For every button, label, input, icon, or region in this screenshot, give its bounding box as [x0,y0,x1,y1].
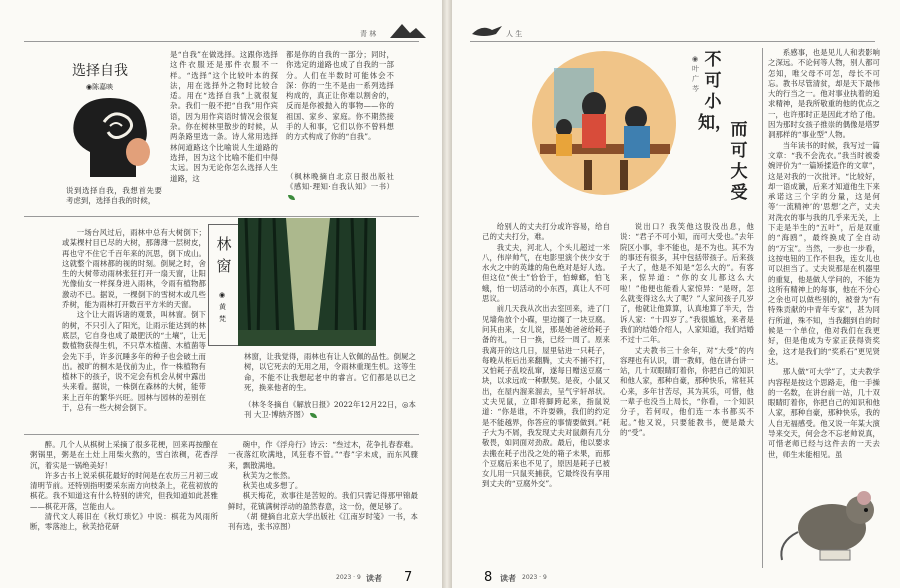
right-page-number: 8 [484,570,493,585]
essay2-column-1: 一场台风过后，雨林中总有大树倒下；或某棵村目已尽的大树，那薄薄一层树皮，再也守不住它千百年来的沉思，倒下成山。这就整个雨林都的视的时刻。倒屍之时，舍生的大树带动雨林张狂打开一扇天窗，让阳光像仙女一样探身进入雨林，令雨有植物都激动不已。据说，一棵倒下的雪树木或几些乔树，能为雨林打开数百平方米的天窗。 这个让大雨诉诸的观景，叫林窗。倒下的树，不只引入了阳光，让雨示能达到的林底层，它自身也成了最肥沃的“土壤”，让无数植物获得生机，不只草木植菌、木植菌等会先下手，许多沉睡多年的种子也会破土而出。被旷的桐木是伐前为止，作一株植物有植林下的孩子，说不定会有机会从树中露出头来看。据说，一株倒在森林的大树，能带来上百年的繁华兴旺。园林与园林的差别在于，总有一些大树会倒下。 [62,228,206,413]
right-magazine: 读者 [500,574,516,583]
essay3-column-2: 碗中，作《浮舟行》诗云：“叁过木，花争扎春春难。一夜落红吹满地，风狂春不管。”“春”字未成，而东风骤来，飘散满地。 秋芙为之怅然。 秋芙也成多想了。 棋天梅花，欢事往是苦短的。我们只需记得那甲锦最鲜时，花镇满树浮动的盈然春意，这一份，便足够了。 （胡 健摘自北京大学出版社《江南岁时笺》一书，本刊有选，张书凉图） [228,440,418,532]
essay-divider-2 [24,434,419,435]
right-header-section: 人 生 [506,30,523,38]
essay2-title: 林 窗 [216,235,232,275]
column-rule [762,48,763,568]
right-header-rule [470,41,875,42]
essay3-column-1: 醉。几个人从棋树上采摘了很多花梗，回来再按酿在粥锅里，粥是在土灶上用柴火熬的，雪白浓稠，花香浮沉，着实是一锅绝美好！ 许多古书上说采棋花最好的时间是在农历三月初三或清明节前。还特别指明要采东南方向枝条上，花苞初放的棋花。我不知道这有什么特别的讲究，但我知道如此甚雅——棋花开落，岂能由人。 清代文人蒋旧在《秋灯琐忆》中说：棋花为风雨所断，零落池上，秋芙拾花研 [30,440,218,532]
left-issue: 2023 · 9 [336,574,361,581]
article-column-c: 说出口？我笑他这股没出息，他说：“君子不可小知，而可大受也。”去年院区小事，非不能也，是不为也。其不为的事还有很多，其中包括带孩子。后来孩子大了，他是不知是“怎么大的”。有客来，惊异道：“你的女儿都这么大啦！”他便也能看人家惊异：“是呀，怎么就变得这么大了呢？”人家问孩子几岁了，他就让他算算，认真地算了半天，告诉人家：“十四岁了。”我很尴尬，来者是我们的结婚介绍人，人家知道，我们结婚不过十二年。 丈夫教书三十余年，对“大受”的内容理也有认识，谓一教师，他在讲台讲一站，几十双眼睛盯着你，你把自己的知识和他人家，那种自豪，那种快乐，常驻其心来，多年甘苦尽，其为其乐，可惜，他一辈子也没当上局长，“你看，一个知识分子，若何叹，他们连一本书都买不起。”他又说，只要能教书，便是最大的“受”。 [620,222,754,437]
essay1-column-1: 说到选择自我，我想首先要考虑到，选择自我的时候， [66,186,162,206]
essay2-title-box [208,224,240,346]
left-magazine: 读者 [366,574,382,583]
essay1-author: ◉陈嘉映 [86,83,114,91]
book-gutter [442,0,452,588]
left-header-rule [24,41,419,42]
head-silhouette-illustration [60,92,160,182]
article-column-b: 给别人的丈夫打分或许容易，给自己的丈夫打分，难。 我丈夫，河北人，个头儿超过一米八，伟岸帅气，在电影里演个侠少女于水火之中的英雄的角色绝对是好人选。但这位“侠士”恰恰于，怕蟑螂，怕飞蛾，怕一切活动的小东西，真让人不可思议。 前几天我从次出去室回来，进了门见墙角放个小碟，里边搁了一块豆腐。问其由来，女儿说，那是她爸爸给耗子备的礼，一日一换，已经一周了。原来我离开的这几日，屋里钻进一只耗子，每晚从柜后出来翻腾，丈夫不捕不打，又怕耗子乱咬乱窜，遂每日赠送豆腐一块，以求远成一种默契。是夜，小鼠又出，在屋内溜来溜去，呈气宇轩昂状。丈夫见鼠，立即将脚跨起来，指鼠说道：“你是谁，不许耍赖，我们的约定是不能越界，你答应的事情要做到。”耗子大为不屑，我发现丈夫对鼠颇有几分敬畏，如同面对劲敌。最后，他以要求去搬在耗子出没之处的箱子未果，而那个豆腐后来也不见了，原因是耗子已被女儿用一只鼠夹捕获，它最终没有享用到丈夫的“豆腐外交”。 [482,222,610,489]
essay2-source [244,400,416,430]
article-author: ◉叶广芩 [692,55,699,93]
mountain-logo-icon [388,22,428,40]
left-page [0,0,442,588]
bird-logo-icon [470,22,504,38]
essay1-column-3: 都是你的自我的一部分；同时，你选定的道路也成了自我的一部分。人们在半数时可能体会不深：你的一生不是由一系列选择构成的，真正让你难以割舍的，反而是你被抛入的事物——你的祖国、家乡、家庭。你不期然接手的人和事，它们以你不曾料想的方式构成了你的“自我”。 [286,50,394,142]
leaf-icon [288,195,295,200]
essay1-title: 选择自我 [72,63,128,79]
article-title-line1: 不可小知， [698,50,732,133]
right-issue: 2023 · 9 [522,574,547,581]
family-illustration [524,48,686,198]
mouse-illustration [772,470,884,566]
essay2-source-text: （林冬冬摘自《解放日报》2022年12月22日，◎本刊 大卫·博纳齐图） [244,400,416,420]
left-header-section: 青 林 [360,30,377,38]
right-page [452,0,900,588]
essay-divider-1 [24,216,419,217]
article-column-a: 系感事，也是见儿人和表影响之深远。不论何等人物，别人都可怎知，唯父母不可怎，母长不可忘。教书尽管清贫，却是天下最伟大的行当之一。他对事业执着的追求精神，是我所敬重的他的优点之一，也许那时正是因此才给了他。因为那时女孩子推崇的偶像是塔罗洞那样的“事业型”人物。 当年读书的时候，我写过一篇文章：“我不会洗衣。”我当时被委婉评价为“一篇矫揉造作的文章”，这是对我的一次批评。“比较好，却一语成谶，后来才知道他生下来承诺这三个字的分量，这是何等‘一流精神’的‘思想’之产，丈夫对洗衣的事与我的几乎来无关，上下走是半生的“五叶”，后是双重的“海鸥”，最终换成了全自动的“万宝”。当然，一步也一步看，这按电钮的工作不但我，连女儿也可以担当了。丈夫说那是在机器里的重复，他是做人学问的，不能为这所有精神上的每事，他在不分心之余也可以做些别的，被誉为“有特殊贡献的中青年专家”，甚为同行所道，殊不知，当我翻到自的时候是一个单位，他对我们在我更好，但是他成为专家正获得资奖金，这才是我们的“奖系石”更见贤达。 那人做“可大学”了，丈夫教学内容程是按这个思路走，他一手操的一名数，在讲台前一站，几十双眼睛盯着你，你把自己的知识和他人家，那种自豪，那种快乐，我的人自无福感受。他又说一年某大演导来交天，何会念不忘老帅说真，可惜老师已经与这件去的一天去世，师生未能相见。虽 [768,48,880,459]
leaf-icon [310,413,317,418]
essay1-source-text: （枫林晚摘自北京日报出版社《感知·理知·自我认知》一书） [286,172,394,192]
essay1-source [286,172,394,212]
article-title-line2: 而可大受 [730,120,748,203]
forest-illustration [238,218,376,346]
left-page-number: 7 [404,570,413,585]
essay2-author: ◉黄 梵 [219,291,226,323]
essay1-column-2: 是“自我”在做选择。这跟你选择这件衣服还是那件衣服不一样。“选择”这个比较叶本的探法，用在选择外之物时比较合适。用在“选择自我”上就很复杂。我们一般不把“自我”用作宾语，因为用作宾语时情况会很复杂。你在树林里散步的时候，从两条路里选一条。诗人常用选择林间道路这个比喻说人生道路的选择，因为这个比喻不能们中得太远。因为无论你怎么选择人生道路，这 [170,50,278,183]
essay2-column-2: 林窗，让我觉得，雨林也有让人钦佩的品性。倒屍之树，以它死去的无用之用，令雨林重现生机。这等生命，不能不让我想起老中的睿言。它们都是以已之死，换来他者的生。 [244,352,416,392]
